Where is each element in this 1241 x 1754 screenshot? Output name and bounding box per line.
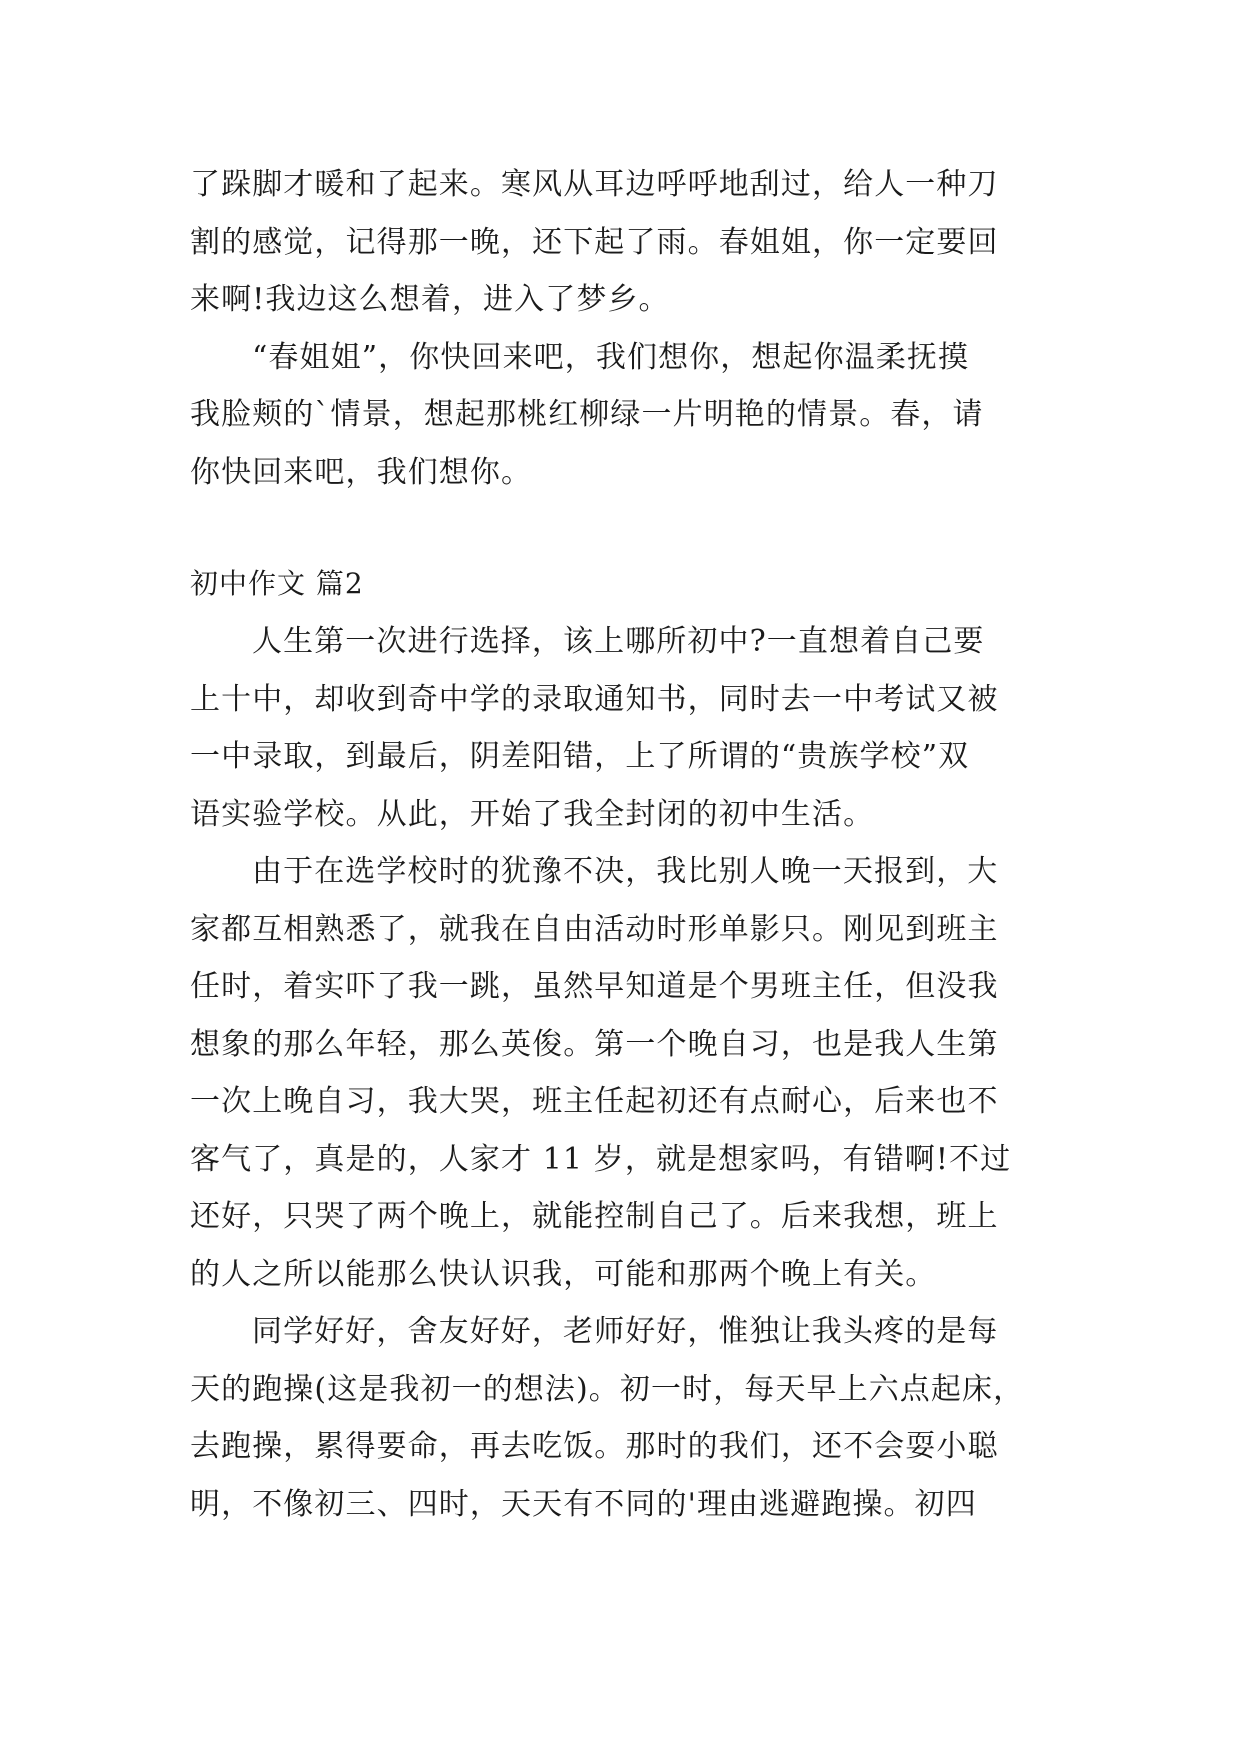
text-line: 任时，着实吓了我一跳，虽然早知道是个男班主任，但没我 bbox=[190, 969, 999, 1004]
text-line: 明，不像初三、四时，天天有不同的'理由逃避跑操。初四 bbox=[190, 1486, 977, 1522]
text-line: 一次上晚自习，我大哭，班主任起初还有点耐心，后来也不 bbox=[190, 1084, 999, 1119]
paragraph bbox=[190, 613, 1060, 843]
text-line: 由于在选学校时的犹豫不决，我比别人晚一天报到，大 bbox=[252, 854, 999, 889]
paragraph bbox=[190, 156, 1060, 329]
section-2-text bbox=[190, 556, 1060, 1533]
text-line: 你快回来吧，我们想你。 bbox=[190, 454, 533, 490]
text-line: 还好，只哭了两个晚上，就能控制自己了。后来我想，班上 bbox=[190, 1199, 999, 1234]
text-line: 天的跑操(这是我初一的想法)。初一时，每天早上六点起床， bbox=[190, 1371, 1025, 1407]
paragraph bbox=[190, 843, 1060, 1303]
text-line: 语实验学校。从此，开始了我全封闭的初中生活。 bbox=[190, 796, 875, 832]
section-heading: 初中作文 篇2 bbox=[190, 567, 364, 600]
paragraph bbox=[190, 329, 1060, 502]
text-line: 我脸颊的`情景，想起那桃红柳绿一片明艳的情景。春，请 bbox=[190, 397, 984, 432]
text-line: 来啊!我边这么想着，进入了梦乡。 bbox=[190, 282, 670, 317]
text-line: 同学好好，舍友好好，老师好好，惟独让我头疼的是每 bbox=[252, 1314, 999, 1349]
text-line: 想象的那么年轻，那么英俊。第一个晚自习，也是我人生第 bbox=[190, 1026, 999, 1062]
text-line: 了跺脚才暖和了起来。寒风从耳边呼呼地刮过，给人一种刀 bbox=[190, 167, 999, 202]
text-line: 家都互相熟悉了，就我在自由活动时形单影只。刚见到班主 bbox=[190, 911, 999, 947]
text-line: 人生第一次进行选择，该上哪所初中?一直想着自己要 bbox=[252, 624, 985, 659]
text-line: 去跑操，累得要命，再去吃饭。那时的我们，还不会耍小聪 bbox=[190, 1429, 999, 1464]
text-line: 一中录取，到最后，阴差阳错，上了所谓的“贵族学校”双 bbox=[190, 739, 970, 774]
text-line: “春姐姐”，你快回来吧，我们想你，想起你温柔抚摸 bbox=[252, 339, 970, 375]
text-line: 客气了，真是的，人家才 11 岁，就是想家吗，有错啊!不过 bbox=[190, 1141, 1012, 1177]
paragraph bbox=[190, 1303, 1060, 1533]
section-1-text bbox=[190, 156, 1060, 501]
text-line: 上十中，却收到奇中学的录取通知书，同时去一中考试又被 bbox=[190, 681, 999, 717]
text-line: 的人之所以能那么快认识我，可能和那两个晚上有关。 bbox=[190, 1256, 937, 1292]
text-line: 割的感觉，记得那一晚，还下起了雨。春姐姐，你一定要回 bbox=[190, 224, 999, 260]
